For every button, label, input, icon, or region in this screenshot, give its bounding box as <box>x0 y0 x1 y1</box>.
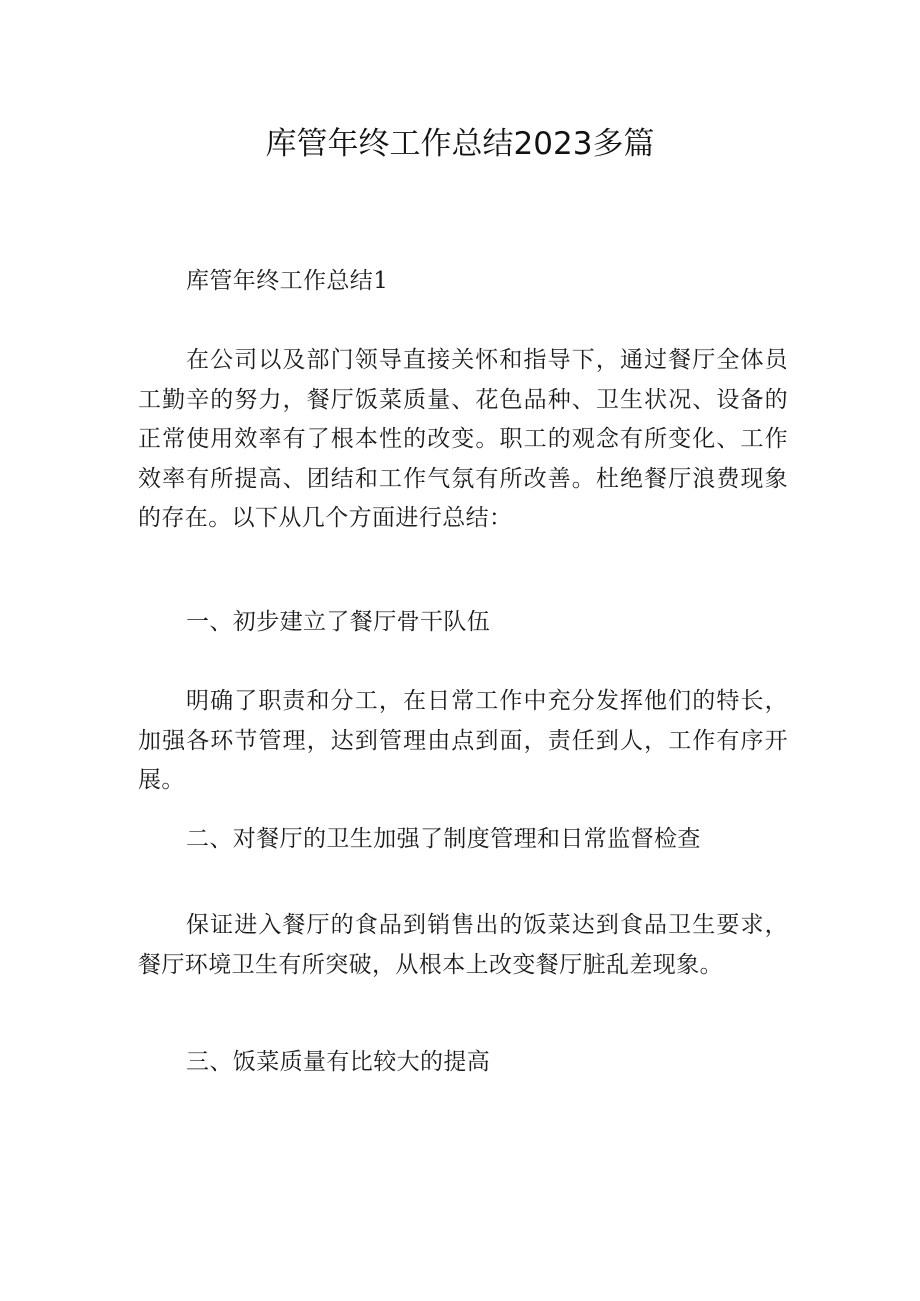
section-heading: 库管年终工作总结1 <box>186 268 389 294</box>
item2-heading: 二、对餐厅的卫生加强了制度管理和日常监督检查 <box>186 826 701 852</box>
item2-paragraph: 保证进入餐厅的食品到销售出的饭菜达到食品卫生要求，餐厅环境卫生有所突破，从根本上改变餐厅脏乱差现象。 <box>138 912 788 978</box>
intro-paragraph: 在公司以及部门领导直接关怀和指导下，通过餐厅全体员工勤辛的努力，餐厅饭菜质量、花色品种、卫生状况、设备的正常使用效率有了根本性的改变。职工的观念有所变化、工作效率有所提高、团结和工作气氛有所改善。杜绝餐厅浪费现象的存在。以下从几个方面进行总结： <box>138 347 788 531</box>
item1-heading: 一、初步建立了餐厅骨干队伍 <box>186 609 491 635</box>
item1-paragraph: 明确了职责和分工，在日常工作中充分发挥他们的特长，加强各环节管理，达到管理由点到面，责任到人，工作有序开展。 <box>138 688 788 793</box>
item3-heading: 三、饭菜质量有比较大的提高 <box>186 1049 491 1075</box>
document-title: 库管年终工作总结2023多篇 <box>265 126 655 162</box>
